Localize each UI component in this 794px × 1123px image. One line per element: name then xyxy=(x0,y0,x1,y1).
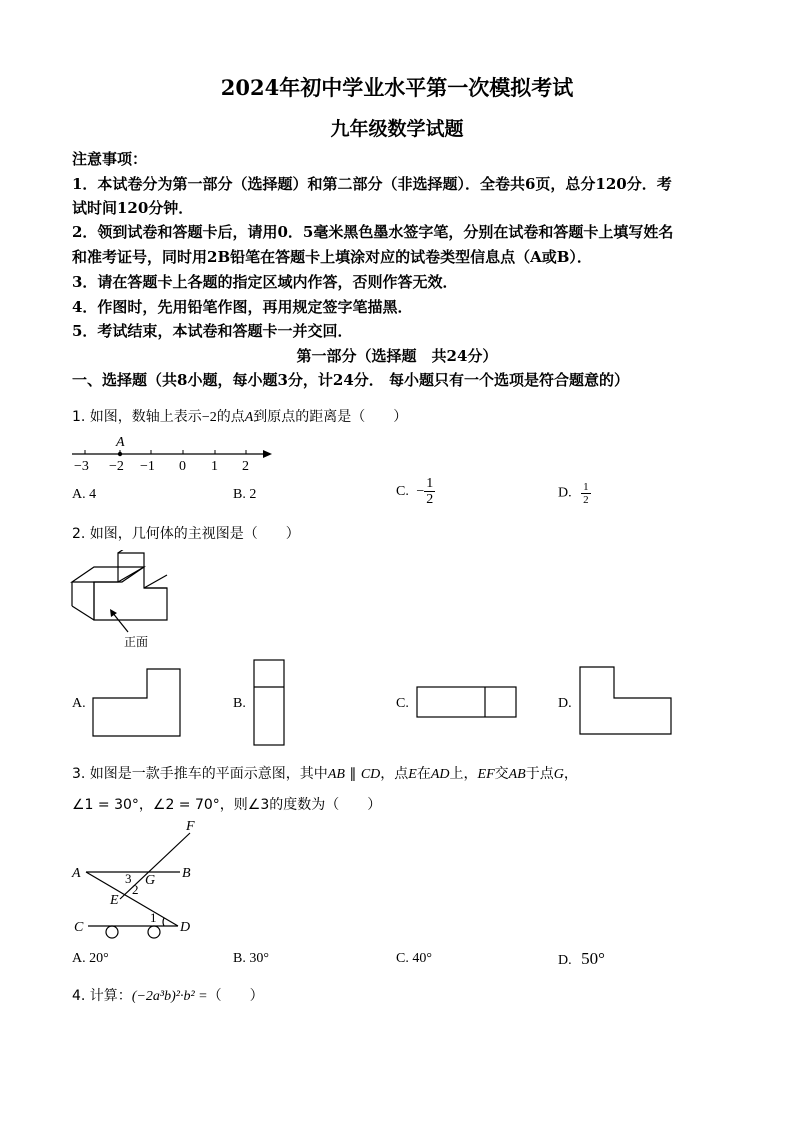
tick-label: −3 xyxy=(74,459,89,474)
q1-option-a[interactable]: A. 4 xyxy=(72,487,97,502)
label-g: G xyxy=(145,873,156,888)
label-d: D xyxy=(180,920,191,935)
note-line-7: 5．考试结束，本试卷和答题卡一并交回． xyxy=(72,322,353,340)
q2-option-b-figure[interactable] xyxy=(253,659,287,747)
q3-cart-figure xyxy=(68,816,208,944)
part1-heading: 第一部分（选择题 共24分） xyxy=(296,347,498,365)
tick-label: −2 xyxy=(109,459,124,474)
q1-stem: 1. 如图，数轴上表示−2的点A到原点的距离是（ ） xyxy=(72,409,408,425)
label-b: B xyxy=(182,866,191,881)
note-line-6: 4．作图时，先用铅笔作图，再用规定签字笔描黑． xyxy=(72,298,413,316)
q2-option-c-label[interactable]: C. xyxy=(396,696,409,711)
q2-option-c-figure[interactable] xyxy=(416,686,518,720)
tick-label: 0 xyxy=(179,459,186,474)
q2-option-d-label[interactable]: D. xyxy=(558,696,572,711)
angle-3: 3 xyxy=(125,871,132,886)
tick-label: 1 xyxy=(211,459,218,474)
q1-option-d[interactable]: D. $\frac{1}{2}$ xyxy=(558,481,589,507)
q3-stem-line2: ∠1 = 30°，∠2 = 70°，则∠3的度数为（ ） xyxy=(72,797,382,813)
q3-option-b[interactable]: B. 30° xyxy=(233,951,269,966)
note-line-3: 2．领到试卷和答题卡后，请用0．5毫米黑色墨水签字笔，分别在试卷和答题卡上填写姓名 xyxy=(72,223,674,241)
q2-option-d-figure[interactable] xyxy=(579,666,673,736)
label-f: F xyxy=(186,819,195,834)
front-label: 正面 xyxy=(124,635,149,649)
q2-option-a-label[interactable]: A. xyxy=(72,696,86,711)
exam-title: 2024年初中学业水平第一次模拟考试 xyxy=(220,75,574,100)
q3-option-a[interactable]: A. 20° xyxy=(72,951,109,966)
label-a: A xyxy=(72,866,81,881)
point-a-dot xyxy=(118,452,122,456)
label-c: C xyxy=(74,920,84,935)
tick-label: 2 xyxy=(242,459,249,474)
point-a-label: A xyxy=(116,435,125,450)
q3-option-d[interactable]: D. 50° xyxy=(558,949,605,968)
q2-option-a-figure[interactable] xyxy=(92,668,182,738)
notes-heading: 注意事项： xyxy=(72,150,148,168)
exam-subtitle: 九年级数学试题 xyxy=(330,118,464,140)
q4-stem: 4. 计算：(−2a³b)²·b² =（ ） xyxy=(72,988,264,1004)
q2-option-b-label[interactable]: B. xyxy=(233,696,246,711)
section-heading: 一、选择题（共8小题，每小题3分，计24分． 每小题只有一个选项是符合题意的） xyxy=(72,371,629,389)
note-line-1: 1．本试卷分为第一部分（选择题）和第二部分（非选择题）．全卷共6页，总分120分．考 xyxy=(72,175,672,193)
tick-label: −1 xyxy=(140,459,155,474)
angle-1: 1 xyxy=(150,910,157,925)
q2-stem: 2. 如图，几何体的主视图是（ ） xyxy=(72,526,300,542)
q3-option-c[interactable]: C. 40° xyxy=(396,951,432,966)
note-line-2: 试时间120分钟． xyxy=(72,199,194,217)
q1-number-line xyxy=(60,430,290,478)
q1-option-c[interactable]: C. − $\frac{1}{2}$ xyxy=(396,476,434,508)
note-line-4: 和准考证号，同时用2B铅笔在答题卡上填涂对应的试卷类型信息点（A或B）． xyxy=(72,248,592,266)
angle-2: 2 xyxy=(132,882,139,897)
q1-option-b[interactable]: B. 2 xyxy=(233,487,257,502)
label-e: E xyxy=(110,893,119,908)
q3-stem-line1: 3. 如图是一款手推车的平面示意图，其中AB ∥ CD，点E在AD上，EF交AB于点G， xyxy=(72,766,578,782)
note-line-5: 3．请在答题卡上各题的指定区域内作答，否则作答无效． xyxy=(72,273,458,291)
q2-solid-figure xyxy=(66,550,186,650)
